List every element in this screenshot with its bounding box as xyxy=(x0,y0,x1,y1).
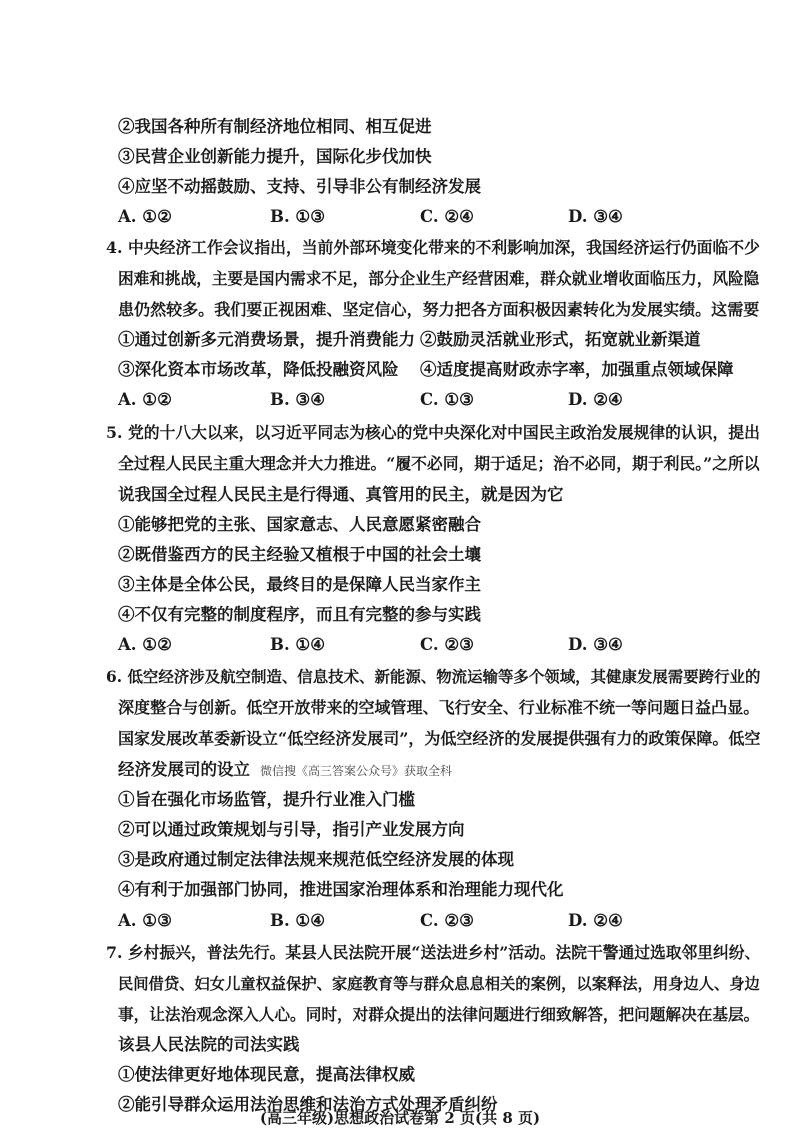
choice-a: A. ①② xyxy=(118,635,172,654)
question-7-stem: 7. 乡村振兴，普法先行。某县人民法院开展“送法进乡村”活动。法院干警通过选取邻里纠纷、 xyxy=(106,943,761,962)
choice-b: B. ①④ xyxy=(270,635,326,654)
question-6-stem: 经济发展司的设立 xyxy=(118,760,250,779)
option-item: ④不仅有完整的制度程序，而且有完整的参与实践 xyxy=(118,605,481,624)
choice-a: A. ①② xyxy=(118,390,172,409)
option-item: ③主体是全体公民，最终目的是保障人民当家作主 xyxy=(118,575,481,594)
question-6-stem: 深度整合与创新。低空开放带来的空域管理、飞行安全、行业标准不统一等问题日益凸显。 xyxy=(118,698,760,717)
choice-c: C. ②③ xyxy=(420,635,474,654)
option-item: ②我国各种所有制经济地位相同、相互促进 xyxy=(118,117,432,136)
choice-a: A. ①③ xyxy=(118,911,172,930)
question-6-stem: 国家发展改革委新设立“低空经济发展司”，为低空经济的发展提供强有力的政策保障。低空 xyxy=(118,729,761,748)
question-6-stem: 6. 低空经济涉及航空制造、信息技术、新能源、物流运输等多个领域，其健康发展需要跨行业的 xyxy=(106,668,761,686)
question-7-stem: 民间借贷、妇女儿童权益保护、家庭教育等与群众息息相关的案例，以案释法，用身边人、身边 xyxy=(118,975,760,993)
option-item: ②可以通过政策规划与引导，指引产业发展方向 xyxy=(118,820,465,839)
question-6-stem-end xyxy=(118,759,452,782)
option-item: ③深化资本市场改革，降低投融资风险 xyxy=(118,360,399,379)
choice-d: D. ③④ xyxy=(568,207,623,226)
option-item: ③是政府通过制定法律法规来规范低空经济发展的体现 xyxy=(118,850,514,869)
question-7-stem: 事，让法治观念深入人心。同时，对群众提出的法律问题进行细致解答，把问题解决在基层。 xyxy=(118,1005,760,1024)
choice-a: A. ①② xyxy=(118,207,172,226)
option-item: ②既借鉴西方的民主经验又植根于中国的社会土壤 xyxy=(118,545,481,564)
question-5-stem: 说我国全过程人民民主是行得通、真管用的民主，就是因为它 xyxy=(118,485,564,504)
choice-d: D. ③④ xyxy=(568,635,623,654)
question-4-stem: 4. 中央经济工作会议指出，当前外部环境变化带来的不利影响加深，我国经济运行仍面临不少 xyxy=(106,238,760,257)
choice-d: D. ②④ xyxy=(568,911,623,930)
question-4-stem: 困难和挑战，主要是国内需求不足，部分企业生产经营困难，群众就业增收面临压力，风险隐 xyxy=(118,269,760,288)
question-5-stem: 5. 党的十八大以来，以习近平同志为核心的党中央深化对中国民主政治发展规律的认识，提出 xyxy=(106,423,760,442)
option-item: ④应坚不动摇鼓励、支持、引导非公有制经济发展 xyxy=(118,177,481,196)
option-item: ①旨在强化市场监管，提升行业准入门槛 xyxy=(118,790,415,809)
option-item: ①使法律更好地体现民意，提高法律权威 xyxy=(118,1065,415,1084)
option-item: ④有利于加强部门协同，推进国家治理体系和治理能力现代化 xyxy=(118,880,564,899)
choice-b: B. ①④ xyxy=(270,911,326,930)
option-item: ①通过创新多元消费场景，提升消费能力 xyxy=(118,330,415,349)
choice-b: B. ③④ xyxy=(270,390,326,409)
option-item: ②能引导群众运用法治思维和法治方式处理矛盾纠纷 xyxy=(118,1095,498,1114)
option-item: ②鼓励灵活就业形式，拓宽就业新渠道 xyxy=(420,330,701,349)
choice-c: C. ①③ xyxy=(420,390,474,409)
option-item: ④适度提高财政赤字率，加强重点领域保障 xyxy=(420,360,734,379)
option-item: ①能够把党的主张、国家意志、人民意愿紧密融合 xyxy=(118,515,481,534)
watermark-text: 微信搜《高三答案公众号》获取全科 xyxy=(260,764,453,778)
page-footer: (高三年级)思想政治试卷第 2 页(共 8 页) xyxy=(259,1109,541,1127)
question-4-stem: 患仍然较多。我们要正视困难、坚定信心，努力把各方面积极因素转化为发展实绩。这需要 xyxy=(118,300,760,319)
question-7-stem: 该县人民法院的司法实践 xyxy=(118,1035,300,1054)
choice-c: C. ②④ xyxy=(420,207,474,226)
choice-d: D. ②④ xyxy=(568,390,623,409)
choice-c: C. ②③ xyxy=(420,911,474,930)
choice-b: B. ①③ xyxy=(270,207,326,226)
question-5-stem: 全过程人民民主重大理念并大力推进。“履不必同，期于适足；治不必同，期于利民。”之所以 xyxy=(118,454,760,473)
option-item: ③民营企业创新能力提升，国际化步伐加快 xyxy=(118,147,432,166)
